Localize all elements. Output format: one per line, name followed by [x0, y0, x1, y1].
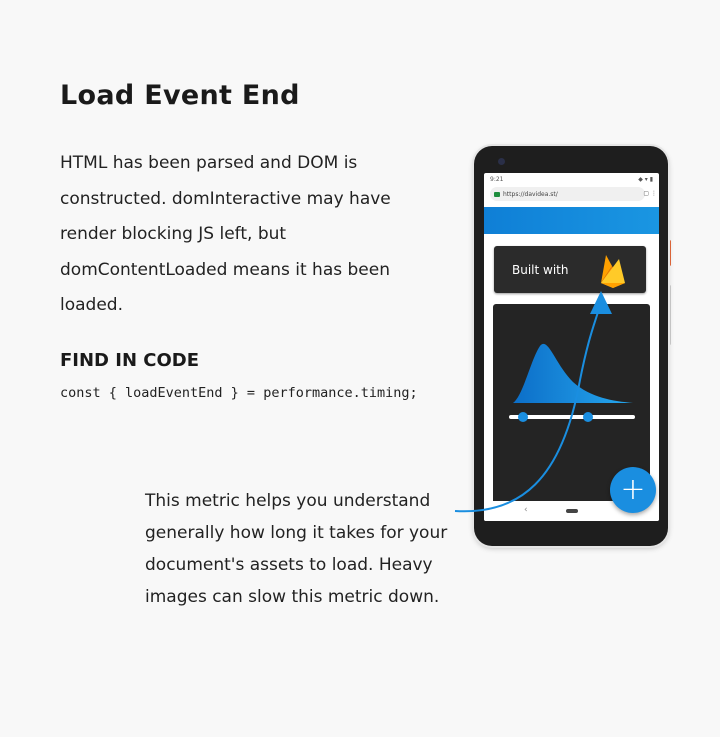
- firebase-flame-icon: [598, 251, 628, 289]
- range-slider-handle-right[interactable]: [583, 412, 593, 422]
- range-slider-handle-left[interactable]: [518, 412, 528, 422]
- app-bar: [484, 207, 659, 234]
- built-with-card[interactable]: [494, 246, 646, 293]
- description-text: HTML has been parsed and DOM is constructed. domInteractive may have render blocking JS left, but domContentLoaded means it has been loaded.: [60, 153, 391, 315]
- code-snippet: const { loadEventEnd } = performance.timing;: [60, 385, 418, 401]
- page-title: Load Event End: [60, 80, 300, 111]
- status-bar: [484, 173, 659, 185]
- status-icons: ◆ ▾ ▮: [638, 175, 653, 183]
- plus-icon: +: [620, 472, 646, 507]
- phone-power-button: [668, 240, 671, 266]
- add-fab-button[interactable]: [610, 467, 656, 513]
- curve-area: [513, 344, 633, 403]
- nav-back-icon[interactable]: ‹: [524, 505, 528, 515]
- built-with-label: Built with: [512, 263, 569, 277]
- find-in-code-heading: FIND IN CODE: [60, 350, 200, 371]
- front-camera: [498, 158, 505, 165]
- url-text: https://davidea.st/: [503, 190, 558, 198]
- url-bar[interactable]: [490, 187, 657, 201]
- metric-note: This metric helps you understand generally how long it takes for your document's assets to load. Heavy images can slow this metric down.: [145, 491, 448, 607]
- status-time: 9:21: [490, 175, 504, 183]
- phone-volume-button: [668, 285, 671, 345]
- browser-menu-icon[interactable]: ▢ ⋮: [643, 190, 657, 197]
- nav-home-icon[interactable]: [566, 509, 578, 513]
- lock-icon: [494, 192, 500, 197]
